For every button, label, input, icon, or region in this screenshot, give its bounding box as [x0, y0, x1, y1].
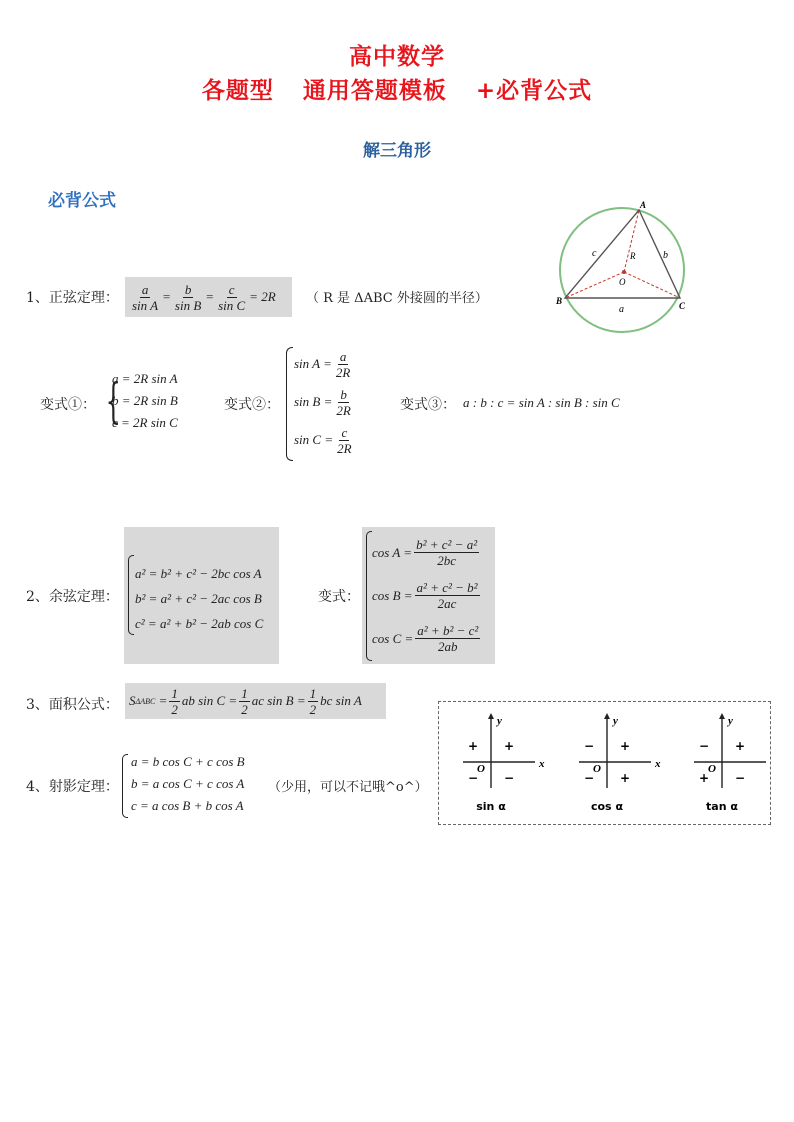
law-cosines-variant: cos A = $\frac{\text{b² + c² − a²}}{2bc}$ cos B = $\frac{\text{a² + c² − b²}}{2ac}$ cos C = $\frac{\text{a² + b² − c²}}{2ab}$ [362, 527, 495, 664]
area-formula: S ΔABC = $\frac{1}{2}$ ab sin C = $\frac{1}{2}$ ac sin B = $\frac{1}{2}$ bc sin A [125, 683, 386, 719]
quadrant-3-sign: − [583, 771, 595, 785]
circumcircle-figure [552, 198, 692, 340]
function-name: tan α [706, 800, 738, 813]
variant1-system: { a = 2R sin A b = 2R sin B c = 2R sin C [105, 371, 178, 430]
section-heading: 必背公式 [48, 191, 116, 211]
vertex-A: A [640, 200, 647, 210]
quadrant-svg [439, 702, 770, 824]
origin-label: O [477, 763, 485, 775]
y-label: y [613, 715, 618, 727]
law-sines-note: （ R 是 ΔABC 外接圆的半径） [306, 291, 488, 306]
law-cosines-label: 2、余弦定理： [26, 589, 119, 605]
quadrant-3-sign: − [467, 771, 479, 785]
side-a: a [619, 304, 624, 315]
side-b: b [663, 250, 668, 261]
origin-label: O [708, 763, 716, 775]
function-name: cos α [590, 800, 624, 813]
quadrant-2-sign: − [698, 739, 710, 753]
x-label: x [539, 758, 545, 770]
law-cosines-formula: a² = b² + c² − 2bc cos A b² = a² + c² − 2ac cos B c² = a² + b² − 2ab cos C [124, 527, 279, 664]
law-cosines-variant-label: 变式： [318, 589, 360, 605]
quadrant-1-sign: + [619, 739, 631, 753]
quadrant-4-sign: − [503, 771, 515, 785]
radius-R: R [630, 251, 636, 261]
quadrant-2-sign: + [467, 739, 479, 753]
x-label: x [655, 758, 661, 770]
area-label: 3、面积公式： [26, 697, 119, 713]
quadrant-2-sign: − [583, 739, 595, 753]
quadrant-sign-diagram [438, 701, 771, 825]
quadrant-4-sign: + [619, 771, 631, 785]
vertex-B: B [556, 296, 563, 306]
projection-system: a = b cos C + c cos B b = a cos C + c cos A c = a cos B + b cos A [122, 751, 245, 817]
center-O: O [619, 277, 626, 287]
center-point [622, 270, 626, 274]
quadrant-4-sign: − [734, 771, 746, 785]
topic-heading: 解三角形 [363, 141, 431, 161]
side-c: c [592, 248, 597, 259]
law-sines-formula: $\frac{a}{\text{sin A}}$ = $\frac{b}{\text{sin B}}$ = $\frac{c}{\text{sin C}}$ = 2R [125, 277, 292, 317]
y-arrow-icon [488, 713, 494, 719]
page-title: 高中数学 [349, 44, 445, 70]
function-name: sin α [476, 800, 506, 813]
projection-note: （少用，可以不记哦^o^） [268, 780, 428, 795]
variant3-label: 变式③： [400, 397, 456, 413]
variant3-formula: a : b : c = sin A : sin B : sin C [463, 395, 620, 410]
y-arrow-icon [604, 713, 610, 719]
quadrant-1-sign: + [503, 739, 515, 753]
quadrant-1-sign: + [734, 739, 746, 753]
quadrant-3-sign: + [698, 771, 710, 785]
page-subtitle-main: 各题型 通用答题模板 +必背公式 [201, 78, 593, 104]
law-sines-label: 1、正弦定理： [26, 290, 119, 306]
variant2-system: sin A = $\frac{a}{2R}$ sin B = $\frac{b}{2R}$ sin C = $\frac{c}{2R}$ [286, 345, 356, 459]
variant2-label: 变式②： [224, 397, 280, 413]
vertex-C: C [679, 301, 686, 311]
projection-label: 4、射影定理： [26, 779, 119, 795]
variant1-label: 变式①： [40, 397, 96, 413]
y-label: y [728, 715, 733, 727]
origin-label: O [593, 763, 601, 775]
y-arrow-icon [719, 713, 725, 719]
y-label: y [497, 715, 502, 727]
